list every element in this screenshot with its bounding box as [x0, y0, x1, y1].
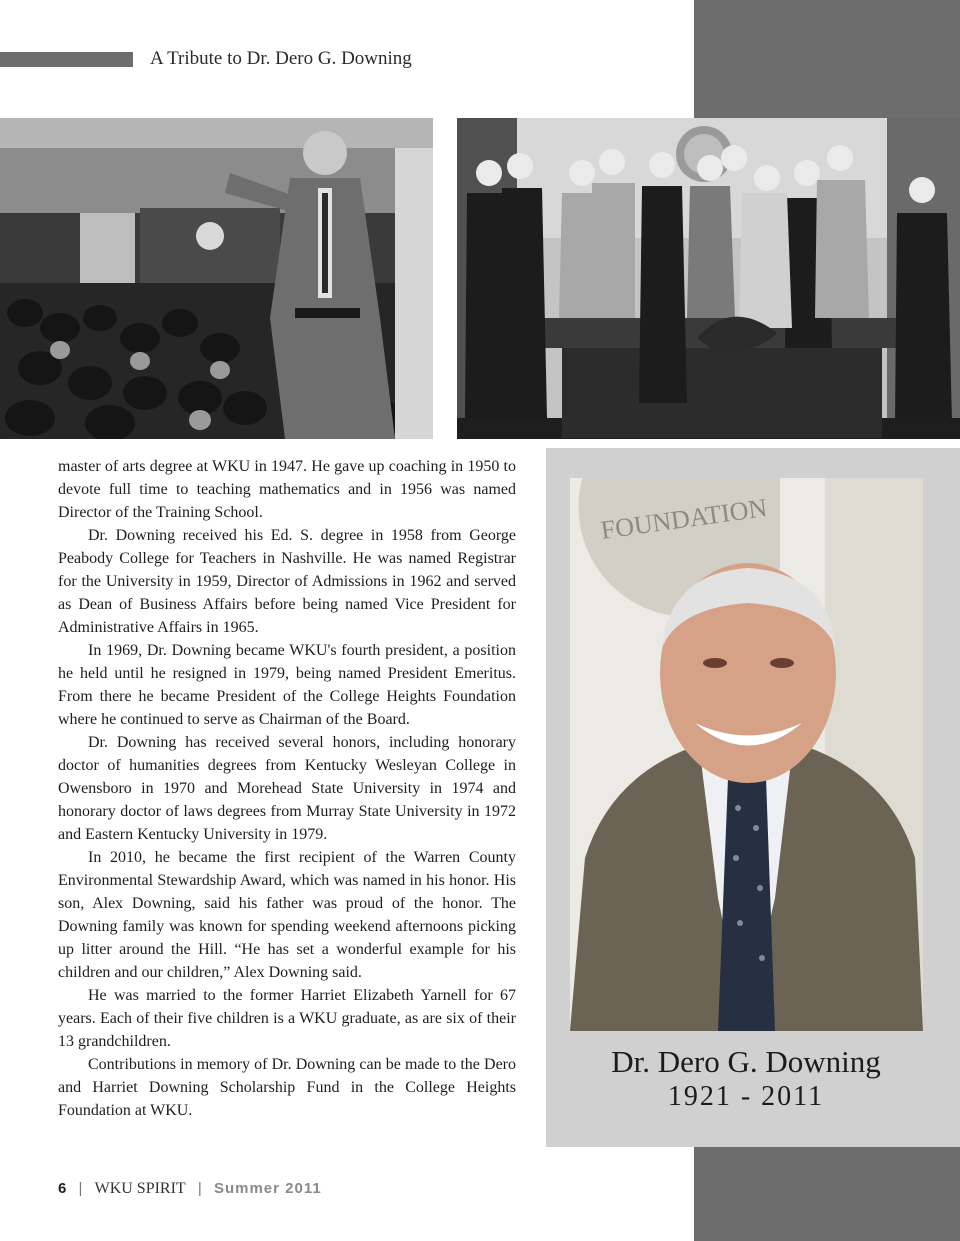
issue-label: Summer 2011	[213, 1180, 322, 1197]
seal-text: FOUNDATION	[598, 492, 769, 545]
portrait-name: Dr. Dero G. Downing	[611, 1044, 881, 1079]
article-paragraph: In 2010, he became the first recipient of the Warren County Environmental Stewardship Award, which was named in his honor. His son, Alex Downing, said his father was proud of the honor. The Downing family was known for spending weekend afternoons picking up litter around the Hill. “He has set a wonderful example for his children and our children,” Alex Downing said.	[58, 849, 516, 981]
group-portrait-photo	[457, 118, 960, 439]
footer-separator: |	[197, 1180, 202, 1197]
speaking-to-crowd-photo	[0, 118, 433, 439]
header-accent-bar	[0, 52, 133, 67]
article-paragraph: master of arts degree at WKU in 1947. He gave up coaching in 1950 to devote full time to teaching mathematics and in 1956 was named Director of the Training School.	[58, 458, 516, 521]
smiling-portrait-photo	[570, 478, 923, 1031]
page-footer	[58, 1180, 322, 1198]
running-header-title: A Tribute to Dr. Dero G. Downing	[150, 48, 412, 69]
page-number: 6	[58, 1180, 67, 1197]
footer-separator: |	[78, 1180, 83, 1197]
top-right-gray-block	[694, 0, 960, 118]
article-paragraph: Dr. Downing received his Ed. S. degree in 1958 from George Peabody College for Teachers in Nashville. He was named Registrar for the University in 1959, Director of Admissions in 1962 and served as Dean of Business Affairs before being named Vice President for Administrative Affairs in 1965.	[58, 527, 516, 636]
article-paragraph: In 1969, Dr. Downing became WKU's fourth president, a position he held until he resigned in 1979, being named President Emeritus. From there he became President of the College Heights Foundation where he continued to serve as Chairman of the Board.	[58, 642, 516, 728]
article-paragraph: Contributions in memory of Dr. Downing can be made to the Dero and Harriet Downing Scholarship Fund in the College Heights Foundation at WKU.	[58, 1056, 516, 1119]
bottom-right-gray-block	[694, 1147, 960, 1241]
article-paragraph: Dr. Downing has received several honors, including honorary doctor of humanities degrees from Kentucky Wesleyan College in Owensboro in 1970 and Morehead State University in 1974 and honorary doctor of laws degrees from Murray State University in 1972 and Eastern Kentucky University in 1979.	[58, 734, 516, 843]
article-body	[58, 455, 516, 1122]
portrait-years: 1921 - 2011	[667, 1081, 825, 1112]
publication-name: WKU SPIRIT	[94, 1180, 186, 1197]
article-paragraph: He was married to the former Harriet Elizabeth Yarnell for 67 years. Each of their five children is a WKU graduate, as are six of their 13 grandchildren.	[58, 987, 516, 1050]
